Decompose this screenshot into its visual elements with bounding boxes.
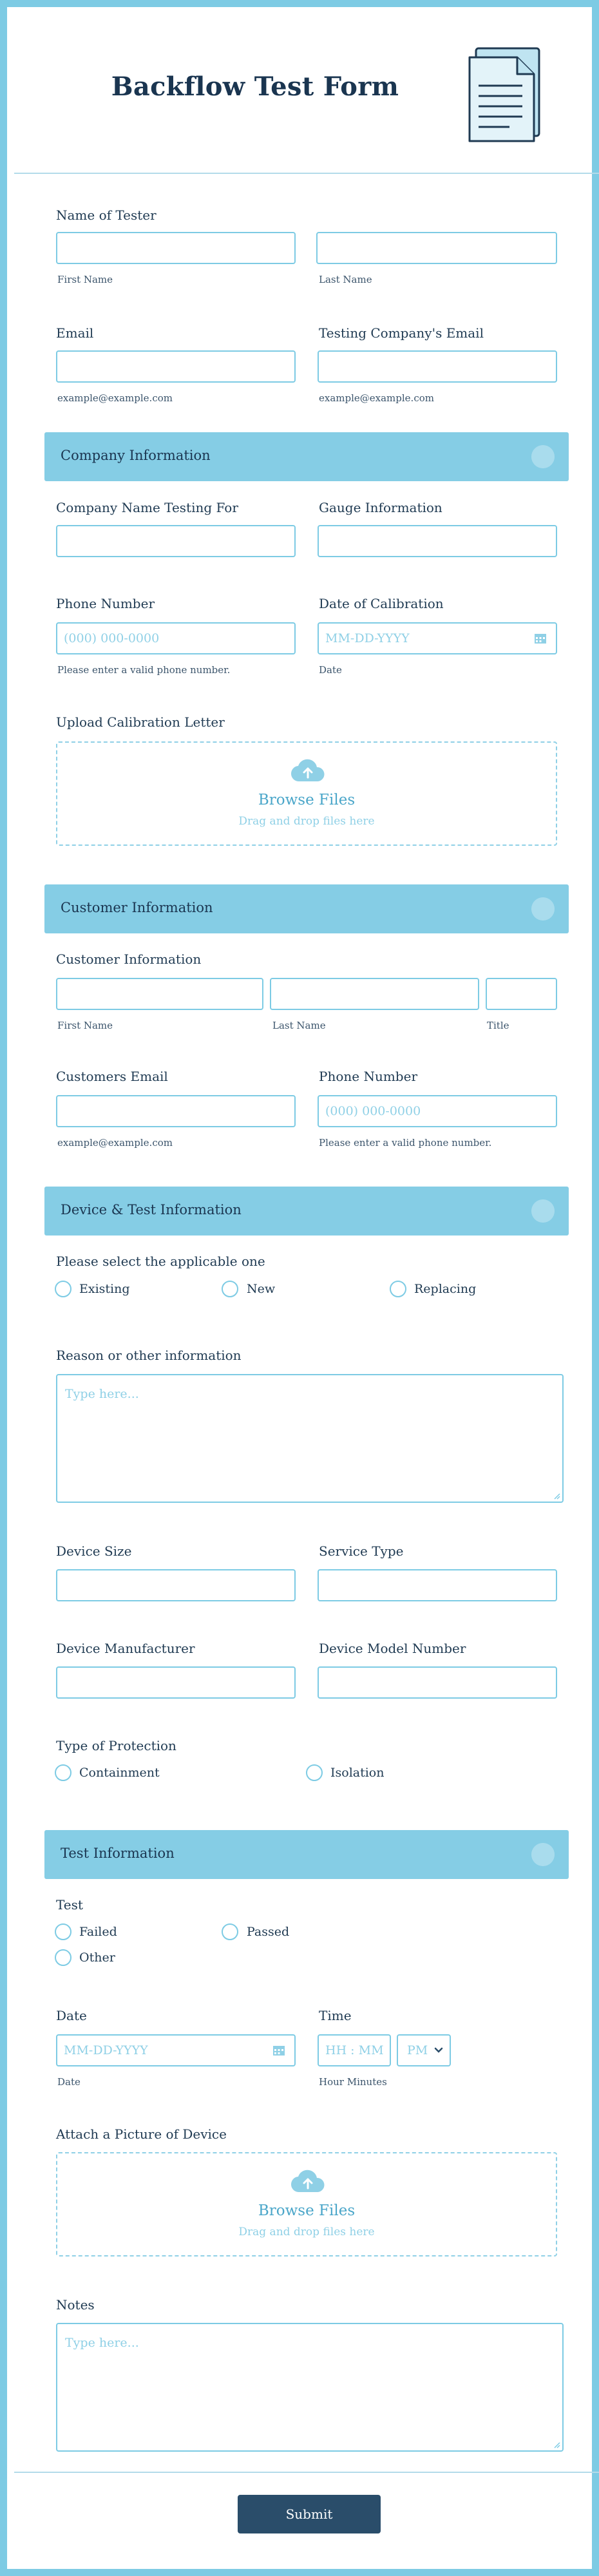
customer-phone-placeholder: (000) 000-0000 [325,1104,421,1118]
resize-handle-icon[interactable] [553,1492,560,1500]
test-date-sub: Date [57,2076,81,2088]
radio-existing-label: Existing [79,1282,130,1296]
customer-first-name-input[interactable] [56,978,263,1010]
radio-passed[interactable] [222,1923,238,1940]
calibration-upload-dropzone[interactable] [56,741,557,846]
customer-last-sub: Last Name [272,1020,326,1031]
customer-info-label: Customer Information [56,951,202,967]
section-toggle-icon[interactable] [531,1199,555,1223]
device-model-input[interactable] [318,1666,557,1699]
document-icon [464,43,548,146]
tester-first-sub: First Name [57,274,113,285]
calibration-date-sub: Date [319,664,342,676]
email-input[interactable] [56,350,296,383]
customer-phone-input[interactable] [318,1095,557,1127]
cloud-upload-icon [290,2169,325,2195]
picture-label: Attach a Picture of Device [56,2126,227,2142]
section-device-test-information[interactable] [44,1187,569,1236]
radio-existing[interactable] [55,1281,71,1297]
notes-label: Notes [56,2297,95,2313]
radio-passed-label: Passed [247,1925,290,1939]
calibration-date-placeholder: MM-DD-YYYY [325,631,410,645]
tester-last-name-input[interactable] [316,232,557,264]
calibration-date-input[interactable] [318,622,557,654]
applicable-label: Please select the applicable one [56,1254,265,1269]
drag-drop-hint: Drag and drop files here [238,815,375,828]
resize-handle-icon[interactable] [553,2441,560,2448]
radio-containment[interactable] [55,1764,71,1781]
radio-isolation-label: Isolation [330,1766,385,1780]
device-model-label: Device Model Number [319,1641,466,1656]
customer-last-name-input[interactable] [270,978,479,1010]
customer-email-sub: example@example.com [57,1137,173,1149]
calendar-icon[interactable] [534,633,547,644]
submit-button[interactable]: Submit [238,2495,381,2533]
tester-last-sub: Last Name [319,274,372,285]
radio-new[interactable] [222,1281,238,1297]
cloud-upload-icon [290,758,325,784]
customer-email-label: Customers Email [56,1069,168,1084]
company-name-input[interactable] [56,525,296,557]
radio-replacing-label: Replacing [414,1282,477,1296]
company-phone-sub: Please enter a valid phone number. [57,664,231,676]
section-title: Company Information [61,448,211,463]
section-customer-information[interactable] [44,884,569,933]
tester-first-name-input[interactable] [56,232,296,264]
customer-email-input[interactable] [56,1095,296,1127]
chevron-down-icon [434,2047,443,2054]
test-label: Test [56,1897,83,1913]
test-date-input[interactable] [56,2034,296,2066]
test-date-placeholder: MM-DD-YYYY [64,2043,148,2057]
test-time-label: Time [319,2008,352,2023]
company-phone-input[interactable] [56,622,296,654]
service-type-input[interactable] [318,1569,557,1601]
footer-divider [14,2472,599,2473]
notes-textarea[interactable] [56,2323,564,2452]
section-toggle-icon[interactable] [531,1843,555,1866]
browse-files-button[interactable]: Browse Files [258,2202,356,2219]
protection-label: Type of Protection [56,1738,176,1753]
customer-phone-label: Phone Number [319,1069,417,1084]
device-size-input[interactable] [56,1569,296,1601]
radio-containment-label: Containment [79,1766,160,1780]
customer-phone-sub: Please enter a valid phone number. [319,1137,492,1149]
testing-company-email-sub: example@example.com [319,392,434,404]
radio-replacing[interactable] [390,1281,406,1297]
header-divider [14,173,599,174]
company-phone-label: Phone Number [56,596,155,611]
device-manufacturer-label: Device Manufacturer [56,1641,195,1656]
section-title: Customer Information [61,900,213,915]
testing-company-email-input[interactable] [318,350,557,383]
section-title: Test Information [61,1846,175,1861]
device-manufacturer-input[interactable] [56,1666,296,1699]
browse-files-button[interactable]: Browse Files [258,792,356,808]
email-sub: example@example.com [57,392,173,404]
email-label: Email [56,325,94,341]
ampm-value: PM [407,2043,428,2057]
testing-company-email-label: Testing Company's Email [319,325,484,341]
drag-drop-hint: Drag and drop files here [238,2226,375,2238]
test-time-placeholder: HH : MM [325,2043,384,2057]
customer-first-sub: First Name [57,1020,113,1031]
calendar-icon[interactable] [272,2045,285,2056]
section-toggle-icon[interactable] [531,897,555,921]
radio-other[interactable] [55,1949,71,1966]
customer-title-input[interactable] [486,978,557,1010]
reason-placeholder: Type here... [65,1387,139,1401]
picture-upload-dropzone[interactable] [56,2152,557,2256]
customer-title-sub: Title [487,1020,509,1031]
radio-isolation[interactable] [306,1764,323,1781]
calibration-date-label: Date of Calibration [319,596,444,611]
upload-calibration-label: Upload Calibration Letter [56,714,225,730]
section-test-information[interactable] [44,1830,569,1879]
notes-placeholder: Type here... [65,2336,139,2350]
reason-textarea[interactable] [56,1374,564,1503]
device-size-label: Device Size [56,1543,132,1559]
ampm-select[interactable] [397,2034,451,2066]
gauge-label: Gauge Information [319,500,442,515]
section-company-information[interactable] [44,432,569,481]
radio-failed[interactable] [55,1923,71,1940]
service-type-label: Service Type [319,1543,404,1559]
company-name-label: Company Name Testing For [56,500,238,515]
reason-label: Reason or other information [56,1348,242,1363]
form-title: Backflow Test Form [111,72,399,102]
section-toggle-icon[interactable] [531,445,555,468]
radio-new-label: New [247,1282,276,1296]
gauge-input[interactable] [318,525,557,557]
company-phone-placeholder: (000) 000-0000 [64,631,160,645]
radio-other-label: Other [79,1951,115,1965]
test-time-input[interactable] [318,2034,391,2066]
tester-label: Name of Tester [56,207,157,223]
test-time-sub: Hour Minutes [319,2076,387,2088]
section-title: Device & Test Information [61,1202,242,1217]
test-date-label: Date [56,2008,87,2023]
radio-failed-label: Failed [79,1925,117,1939]
